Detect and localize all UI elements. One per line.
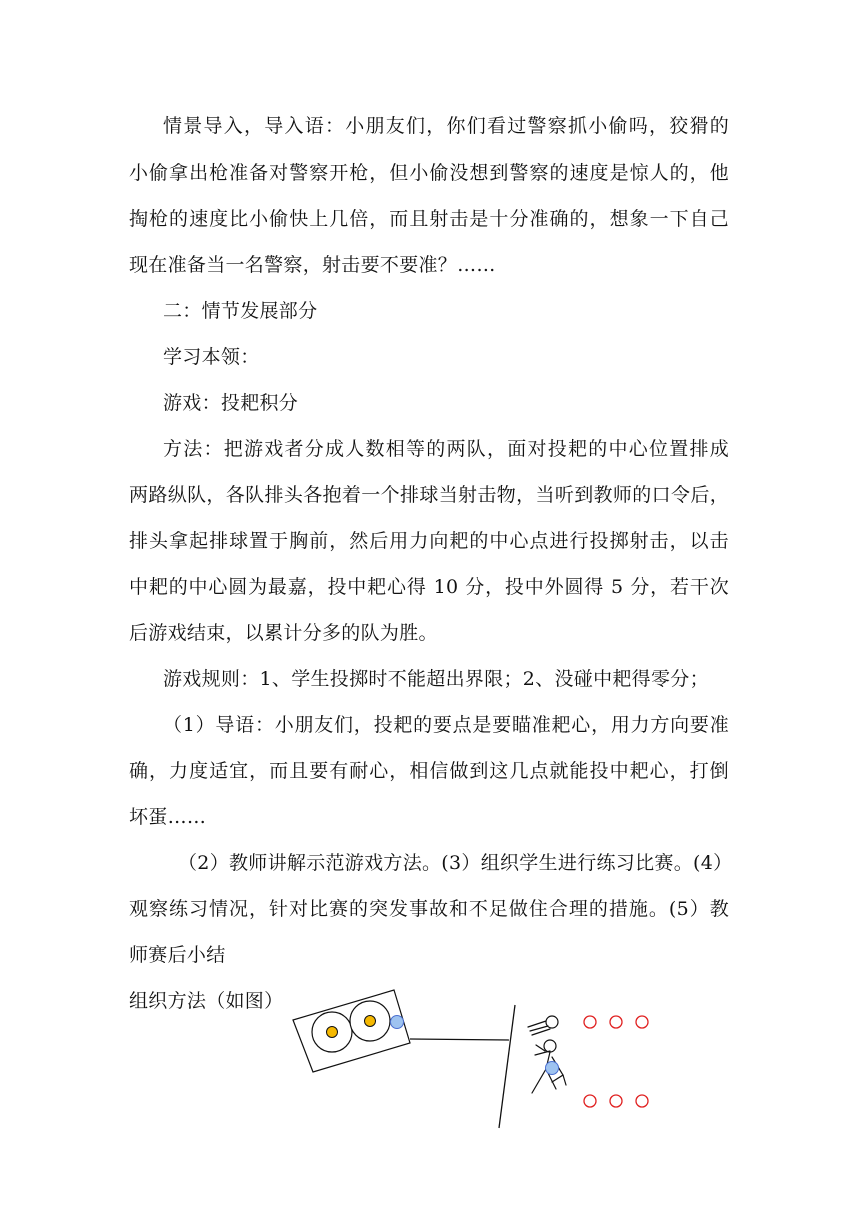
paragraph-line: 观察练习情况，针对比赛的突发事故和不足做住合理的措施。(5）教: [129, 898, 729, 920]
paragraph-line: 掏枪的速度比小偷快上几倍，而且射击是十分准确的，想象一下自己: [129, 208, 729, 230]
game-title: 游戏：投耙积分: [163, 392, 299, 414]
paragraph-line: 现在准备当一名警察，射击要不要准？……: [129, 254, 496, 276]
ball-icon: [391, 1016, 404, 1029]
paragraph-line: 两路纵队，各队排头各抱着一个排球当射击物，当听到教师的口令后，: [129, 484, 729, 506]
team-a-markers: [584, 1016, 648, 1028]
paragraph-line: 后游戏结束，以累计分多的队为胜。: [129, 622, 438, 644]
paragraph-line: 中耙的中心圆为最嘉，投中耙心得 10 分，投中外圆得 5 分，若干次: [129, 576, 729, 598]
ball-icon: [546, 1062, 559, 1075]
paragraph-line: 师赛后小结: [129, 944, 226, 966]
paragraph-line: 确，力度适宜，而且要有耐心，相信做到这几点就能投中耙心，打倒: [129, 760, 729, 782]
paragraph-line: （2）教师讲解示范游戏方法。(3）组织学生进行练习比赛。(4）: [178, 852, 733, 874]
organization-diagram: [280, 985, 680, 1155]
section-heading: 二：情节发展部分: [163, 300, 318, 322]
paragraph-line: 排头拿起排球置于胸前，然后用力向耙的中心点进行投掷射击，以击: [129, 530, 729, 552]
rules-line: 游戏规则：1、学生投掷时不能超出界限；2、没碰中耙得零分；: [163, 668, 709, 690]
paragraph-line: 小偷拿出枪准备对警察开枪，但小偷没想到警察的速度是惊人的，他: [129, 162, 729, 184]
paragraph-line: 情景导入，导入语：小朋友们，你们看过警察抓小偷吗，狡猾的: [163, 115, 729, 137]
target-board: [293, 990, 410, 1072]
player-figures: [528, 1016, 566, 1093]
paragraph-line: （1）导语：小朋友们，投耙的要点是要瞄准耙心，用力方向要准: [163, 714, 729, 736]
paragraph-line: 方法：把游戏者分成人数相等的两队，面对投耙的中心位置排成: [163, 438, 729, 460]
throwing-lane-line: [410, 1039, 509, 1040]
boundary-line: [499, 1005, 515, 1128]
diagram-caption: 组织方法（如图）: [129, 990, 284, 1012]
paragraph-line: 坏蛋……: [129, 806, 207, 828]
team-b-markers: [584, 1095, 648, 1107]
subheading: 学习本领：: [163, 346, 260, 368]
